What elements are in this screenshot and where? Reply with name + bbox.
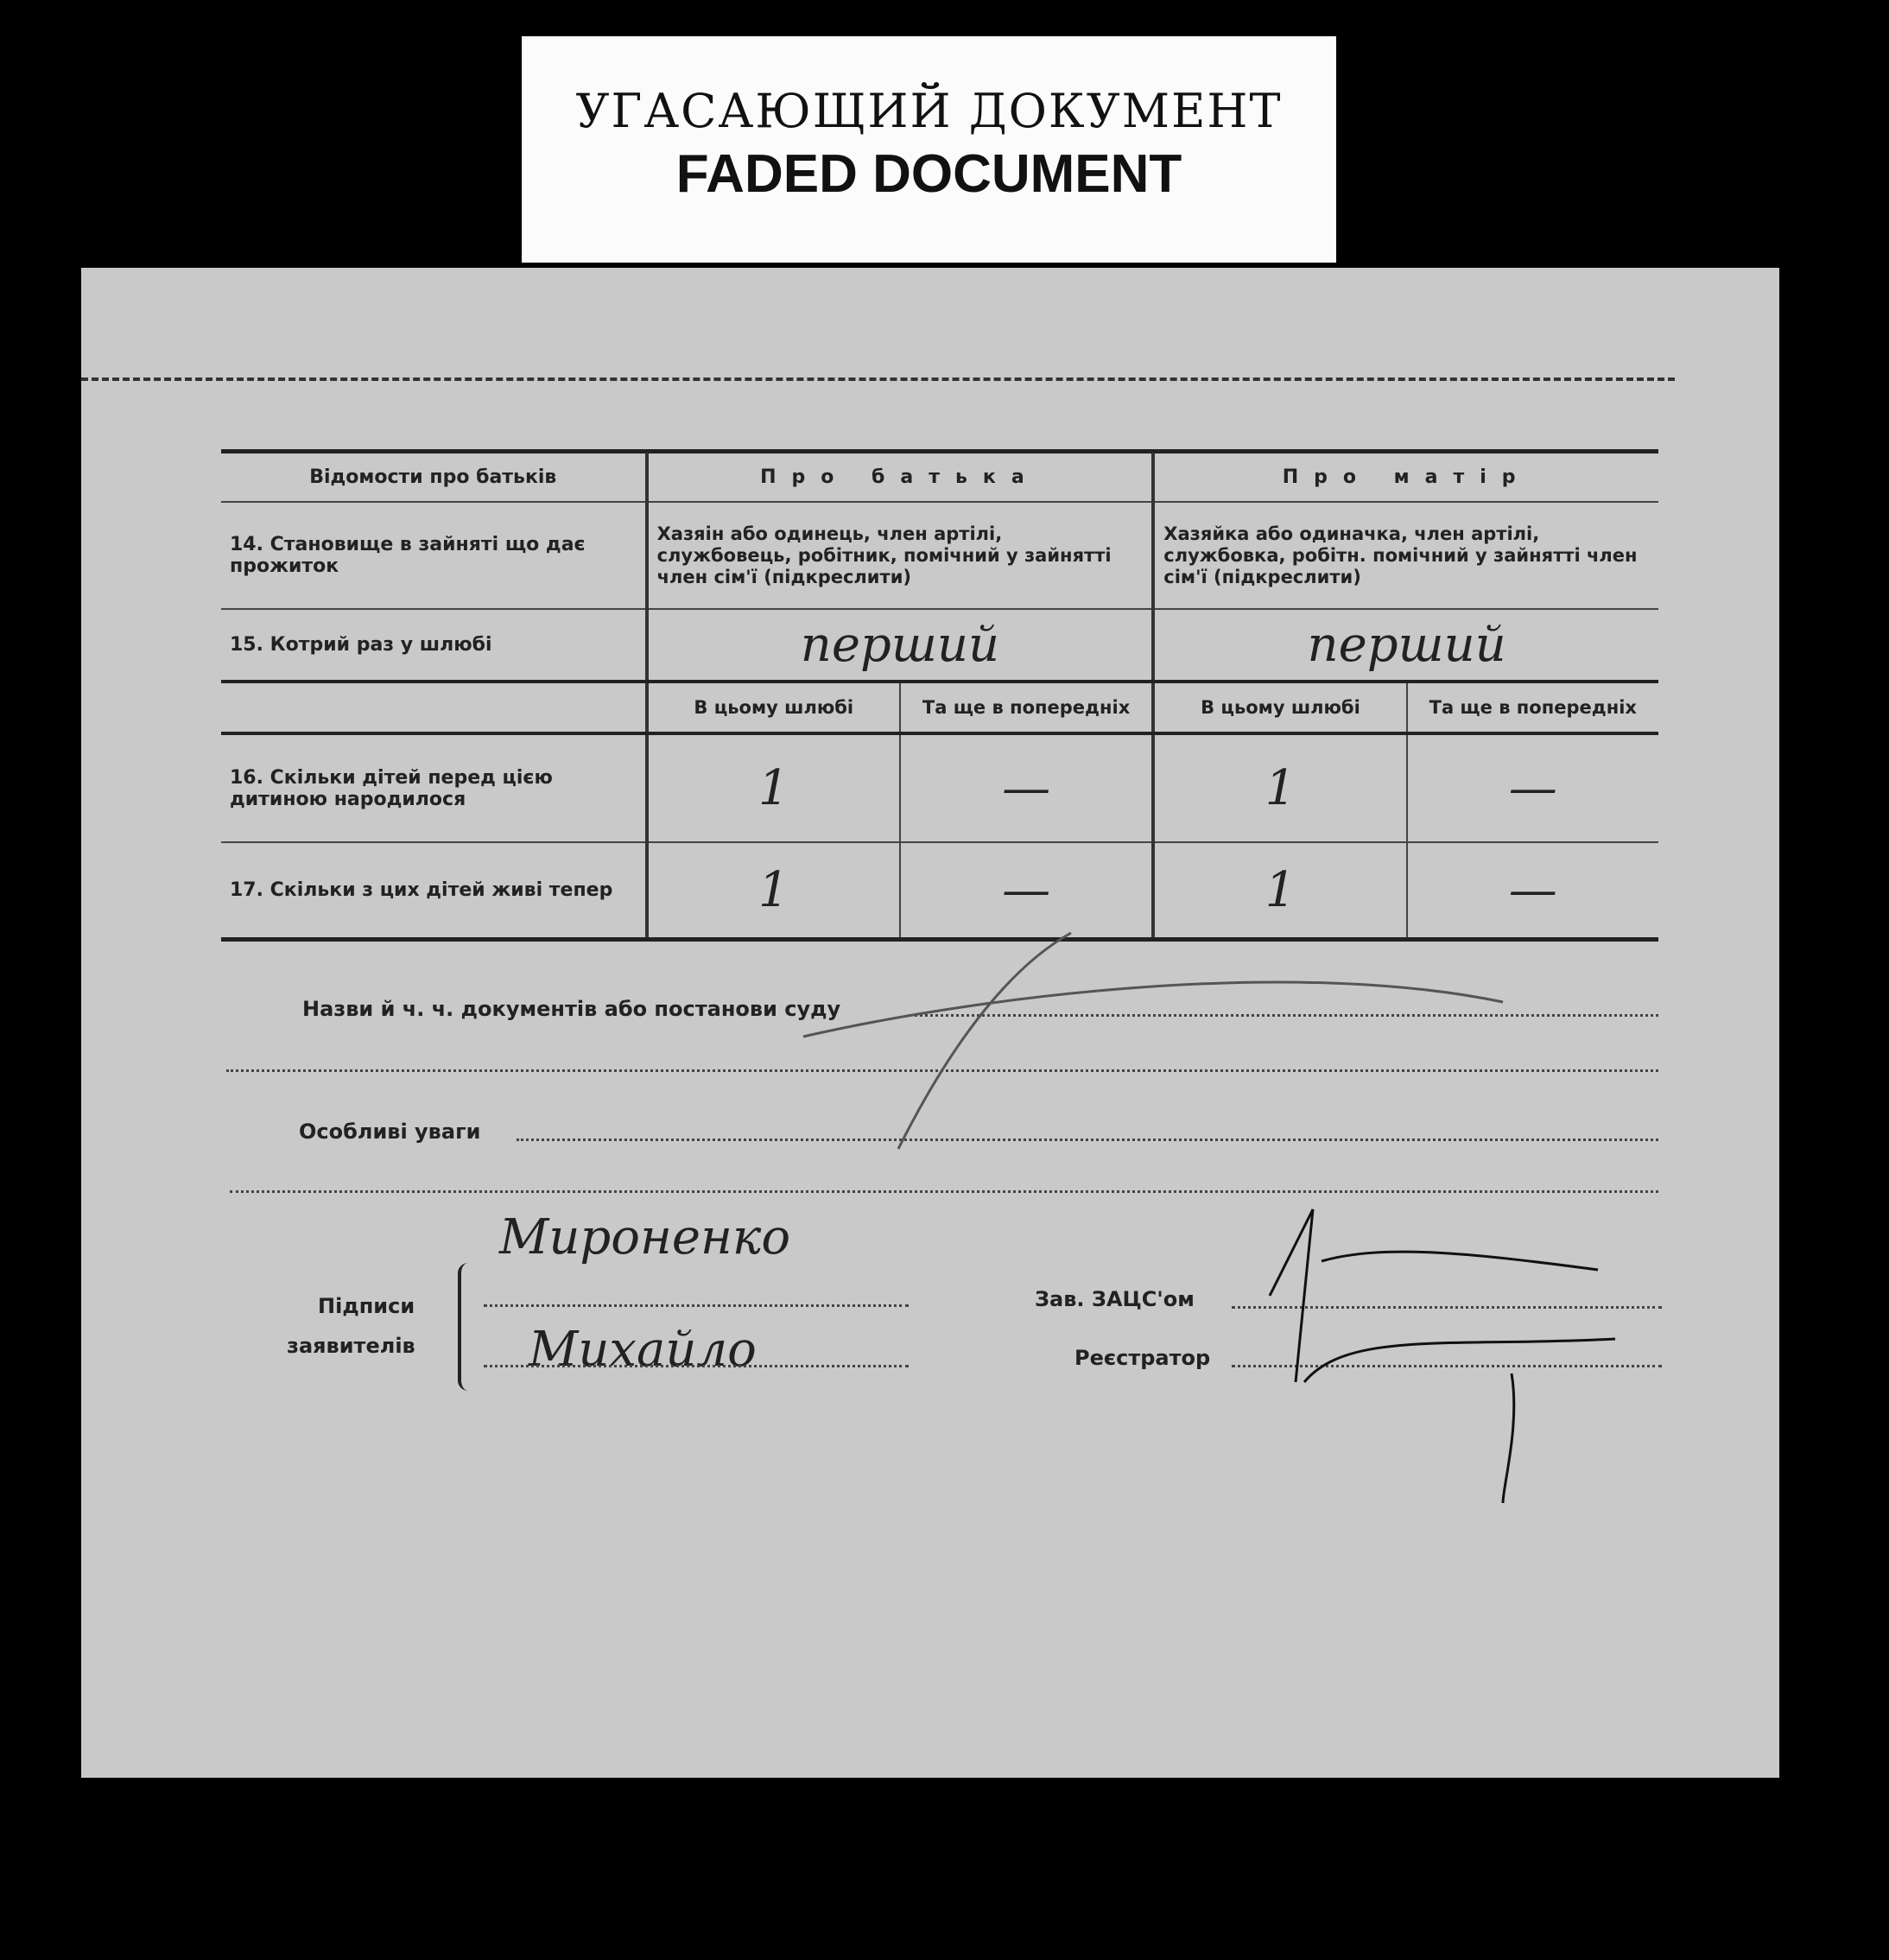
row14-mother: Хазяйка або одиначка, член артілі, службовка, робітн. помічний у зайнятті член сім'ї (підкреслити): [1153, 502, 1658, 609]
subheader-mother-this: В цьому шлюбі: [1153, 682, 1406, 733]
notes-label: Особливі уваги: [299, 1120, 481, 1144]
row16-value: —: [900, 733, 1153, 842]
stamp-russian: УГАСАЮЩИЙ ДОКУМЕНТ: [575, 84, 1283, 138]
row16-value: 1: [647, 733, 900, 842]
header-father: Про батька: [647, 453, 1154, 502]
row15-mother-value: перший: [1153, 609, 1658, 682]
signatures-label-2: заявителів: [287, 1334, 415, 1358]
row14-father: Хазяін або одинець, член артілі, службовець, робітник, помічний у зайнятті член сім'ї (підкреслити): [647, 502, 1154, 609]
subheader-father-previous: Та ще в попередніх: [900, 682, 1153, 733]
registrar-signature-scribble: [1304, 1339, 1615, 1503]
subheader-father-this: В цьому шлюбі: [647, 682, 900, 733]
header-mother: Про матір: [1153, 453, 1658, 502]
applicant-signature-2: Михайло: [529, 1322, 757, 1378]
header-parents-info: Відомости про батьків: [221, 453, 647, 502]
registrar-label: Реєстратор: [1074, 1346, 1211, 1370]
row17-value: —: [1407, 842, 1658, 939]
row17-label: 17. Скільки з цих дітей живі тепер: [221, 842, 647, 939]
row17-value: —: [900, 842, 1153, 939]
row14-label: 14. Становище в зайняті що дає прожиток: [221, 502, 647, 609]
row15-father-value: перший: [647, 609, 1154, 682]
stamp-english: FADED DOCUMENT: [675, 144, 1182, 204]
signatures-label-1: Підписи: [318, 1294, 415, 1318]
row17-value: 1: [647, 842, 900, 939]
row15-label: 15. Котрий раз у шлюбі: [221, 609, 647, 682]
head-signature-scribble: [1270, 1209, 1598, 1382]
applicant-signature-1: Мироненко: [499, 1209, 791, 1265]
subheader-mother-previous: Та ще в попередніх: [1407, 682, 1658, 733]
documents-label: Назви й ч. ч. документів або постанови суду: [302, 997, 841, 1021]
row17-value: 1: [1153, 842, 1406, 939]
head-of-registry-label: Зав. ЗАЦС'ом: [1035, 1287, 1195, 1311]
row16-label: 16. Скільки дітей перед цією дитиною народилося: [221, 733, 647, 842]
row16-value: —: [1407, 733, 1658, 842]
row16-value: 1: [1153, 733, 1406, 842]
cross-out-stroke: [803, 933, 1503, 1149]
